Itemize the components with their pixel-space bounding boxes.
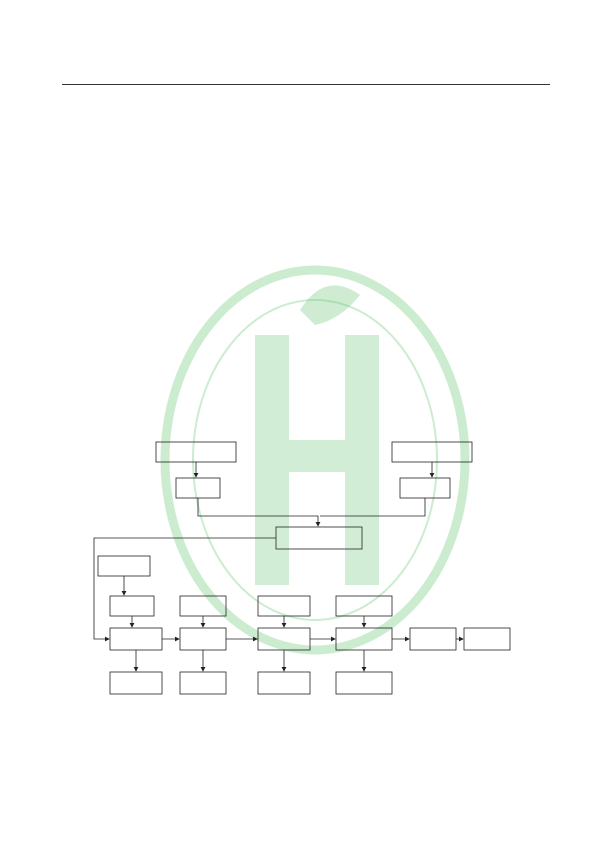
header-rule — [62, 84, 550, 85]
paragraph-6-8-1 — [62, 760, 542, 778]
process-flow-diagram — [80, 440, 520, 700]
